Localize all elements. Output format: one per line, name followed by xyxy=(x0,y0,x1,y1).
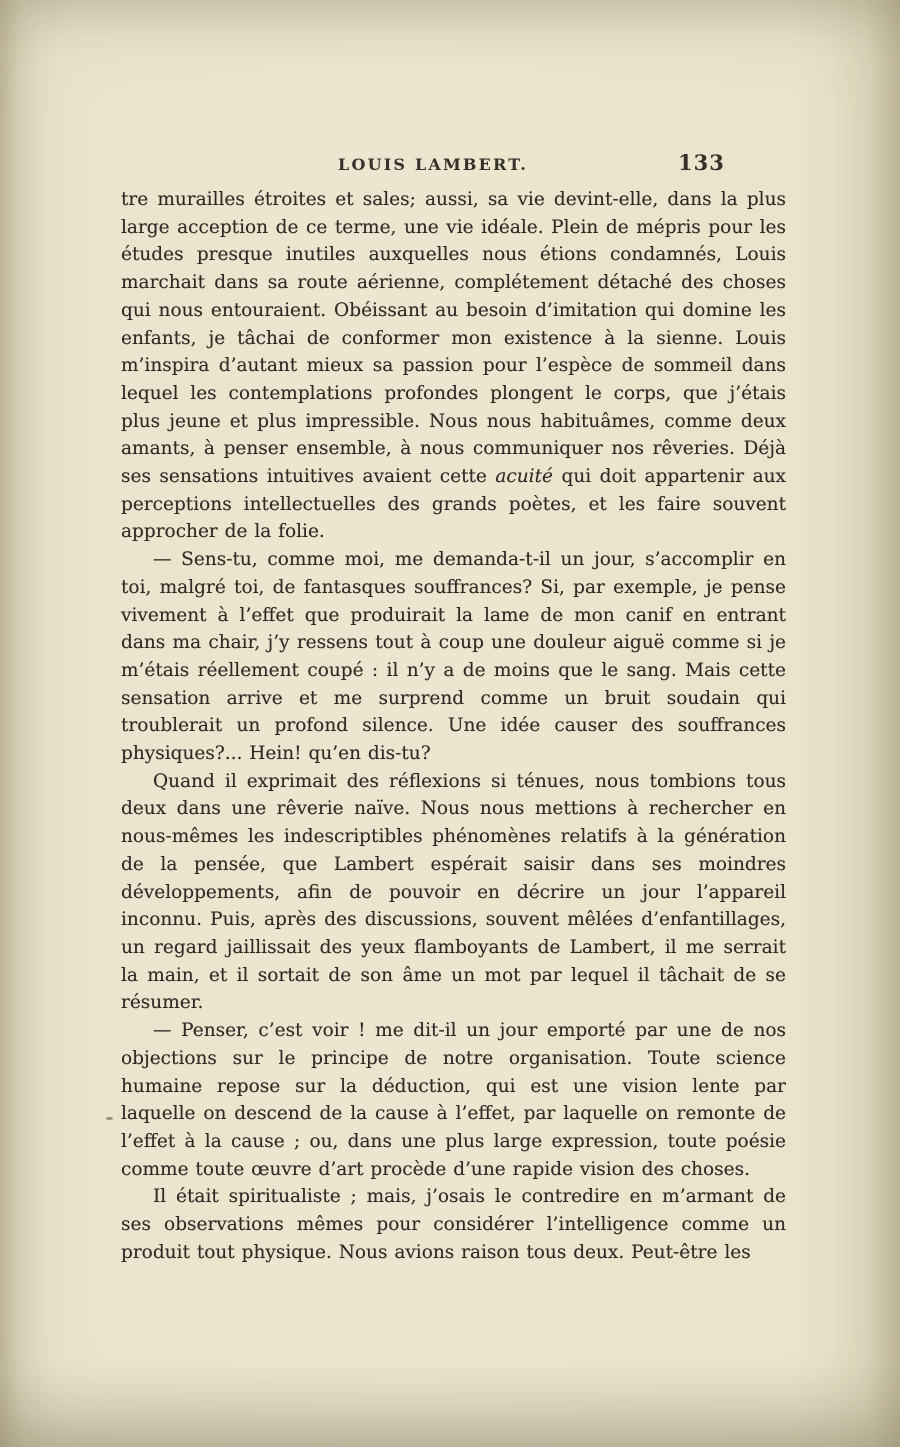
paragraph-2-dialogue: — Sens-tu, comme moi, me demanda-t-il un jour, s’accomplir en toi, malgré toi, de fantasques souffrances? Si, par exemple, je pense vivement à l’effet que produirait la lame de mon canif en entrant dans ma chair, j’y ressens tout à coup une douleur aiguë comme si je m’étais réellement coupé : il n’y a de moins que le sang. Mais cette sensation arrive et me surprend comme un bruit soudain qui troublerait un profond silence. Une idée causer des souffrances physiques?... Hein! qu’en dis-tu? xyxy=(121,549,786,765)
paragraph-4-dialogue: — Penser, c’est voir ! me dit-il un jour emporté par une de nos objections sur le principe de notre organisation. Toute science humaine repose sur la déduction, qui est une vision lente par laquelle on descend de la cause à l’effet, par laquelle on remonte de l’effet à la cause ; ou, dans une plus large expression, toute poésie comme toute œuvre d’art procède d’une rapide vision des choses. xyxy=(121,1020,786,1180)
italic-word-acuite: acuité xyxy=(495,466,553,488)
paragraph-1-continued: qui doit appartenir aux perceptions intellectuelles des grands poètes, et les faire souvent approcher de la folie. xyxy=(121,466,786,543)
scan-artifact xyxy=(106,1117,113,1120)
paragraph-1 xyxy=(121,186,786,546)
paragraph-3: Quand il exprimait des réflexions si ténues, nous tombions tous deux dans une rêverie naïve. Nous nous mettions à rechercher en nous-mêmes les indescriptibles phénomènes relatifs à la génération de la pensée, que Lambert espérait saisir dans ses moindres développements, afin de pouvoir en décrire un jour l’appareil inconnu. Puis, après des discussions, souvent mêlées d’enfantillages, un regard jaillissait des yeux flamboyants de Lambert, il me serrait la main, et il sortait de son âme un mot par lequel il tâchait de se résumer. xyxy=(121,770,786,1014)
page-header xyxy=(120,150,785,180)
paragraph-1-text: tre murailles étroites et sales; aussi, sa vie devint-elle, dans la plus large acception de ce terme, une vie idéale. Plein de mépris pour les études presque inutiles auxquelles nous étions condamnés, Louis marchait dans sa route aérienne, complétement détaché des choses qui nous entouraient. Obéissant au besoin d’imitation qui domine les enfants, je tâchai de conformer mon existence à la sienne. Louis m’inspira d’autant mieux sa passion pour l’espèce de sommeil dans lequel les contemplations profondes plongent le corps, que j’étais plus jeune et plus impressible. Nous nous habituâmes, comme deux amants, à penser ensemble, à nous communiquer nos rêveries. Déjà ses sensations intuitives avaient cette xyxy=(121,189,786,488)
page-number: 133 xyxy=(678,150,725,175)
running-title: LOUIS LAMBERT. xyxy=(338,155,529,174)
text-block xyxy=(121,186,786,1266)
paragraph-5: Il était spiritualiste ; mais, j’osais le contredire en m’armant de ses observations mêmes pour considérer l’intelligence comme un produit tout physique. Nous avions raison tous deux. Peut-être les xyxy=(121,1186,786,1263)
